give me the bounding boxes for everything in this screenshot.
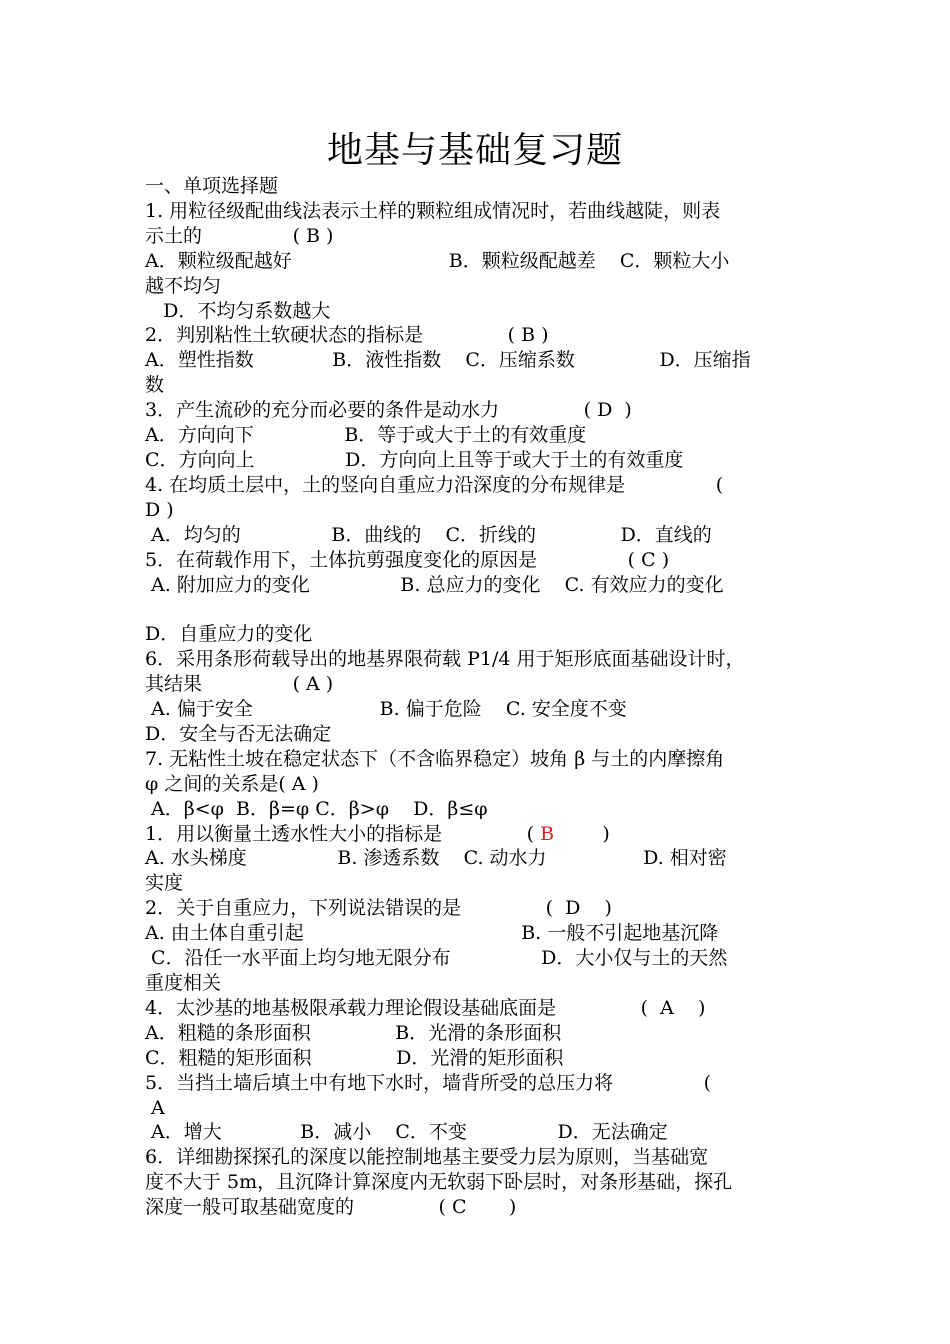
text-line: A．粗糙的条形面积 B．光滑的条形面积 (145, 1021, 562, 1044)
text-line: D ) (145, 498, 174, 521)
text-line: 示土的 ( B ) (145, 224, 334, 247)
question-list (145, 174, 810, 1220)
text-line: A．颗粒级配越好 B．颗粒级配越差 C．颗粒大小 (145, 249, 730, 272)
text-line (145, 597, 810, 622)
text-line: 实度 (145, 872, 184, 895)
text-line: 5．当挡土墙后填土中有地下水时，墙背所受的总压力将 ( (145, 1071, 712, 1094)
text-line: 越不均匀 (145, 274, 222, 297)
text-line: C．方向向上 D．方向向上且等于或大于土的有效重度 (145, 448, 684, 471)
text-line: A．增大 B．减小 C．不变 D．无法确定 (145, 1121, 668, 1144)
text-line: A．方向向下 B．等于或大于土的有效重度 (145, 424, 587, 447)
text-line: A．β<φ B．β=φ C．β>φ D．β≤φ (145, 797, 488, 820)
text-line: D．安全与否无法确定 (145, 722, 332, 745)
text-line: D．不均匀系数越大 (145, 299, 331, 322)
text-line: 2．判别粘性土软硬状态的指标是 ( B ) (145, 324, 549, 347)
text-line: A. 由土体自重引起 B. 一般不引起地基沉降 (145, 922, 719, 945)
answer-mark: B (540, 822, 555, 845)
page-title: 地基与基础复习题 (326, 130, 623, 171)
text-line: 2．关于自重应力，下列说法错误的是 ( D ) (145, 897, 612, 920)
text-line: A．均匀的 B．曲线的 C．折线的 D．直线的 (145, 523, 712, 546)
text-line: 3．产生流砂的充分而必要的条件是动水力 ( D ) (145, 399, 632, 422)
text-line: A. 水头梯度 B. 渗透系数 C. 动水力 D. 相对密 (145, 847, 727, 870)
text-line: C．粗糙的矩形面积 D．光滑的矩形面积 (145, 1046, 564, 1069)
question-permeability (145, 822, 810, 847)
text-line: 6．详细勘探探孔的深度以能控制地基主要受力层为原则，当基础宽 (145, 1146, 709, 1169)
text-line: 深度一般可取基础宽度的 ( C ) (145, 1196, 517, 1219)
text-line: 1. 用粒径级配曲线法表示土样的颗粒组成情况时，若曲线越陡，则表 (145, 199, 721, 222)
text-line: 4. 在均质土层中，土的竖向自重应力沿深度的分布规律是 ( (145, 473, 724, 496)
text-line: 度不大于 5m，且沉降计算深度内无软弱下卧层时，对条形基础，探孔 (145, 1171, 733, 1194)
text-line: 数 (145, 374, 165, 397)
question-block-2 (145, 846, 810, 1220)
text-line: 一、单项选择题 (145, 175, 279, 197)
text-line: 7. 无粘性土坡在稳定状态下（不含临界稳定）坡角 β 与土的内摩擦角 (145, 747, 725, 770)
text-line: 其结果 ( A ) (145, 673, 334, 696)
text-line: A. 偏于安全 B. 偏于危险 C. 安全度不变 (145, 698, 627, 721)
text-line: C．沿任一水平面上均匀地无限分布 D．大小仅与土的天然 (145, 947, 728, 970)
question-suffix: ) (554, 822, 610, 845)
question-block-1 (145, 174, 810, 822)
text-line: A．塑性指数 B．液性指数 C．压缩系数 D．压缩指 (145, 349, 751, 372)
text-line: 6．采用条形荷载导出的地基界限荷载 P1/4 用于矩形底面基础设计时， (145, 648, 745, 671)
text-line: 重度相关 (145, 971, 222, 994)
text-line: φ 之间的关系是( A ) (145, 772, 319, 795)
text-line: D．自重应力的变化 (145, 623, 313, 646)
question-prefix: 1．用以衡量土透水性大小的指标是 ( (145, 822, 541, 845)
text-line: A (145, 1096, 165, 1119)
text-line: 5．在荷载作用下，土体抗剪强度变化的原因是 ( C ) (145, 548, 670, 571)
text-line: A. 附加应力的变化 B. 总应力的变化 C. 有效应力的变化 (145, 573, 724, 596)
text-line: 4．太沙基的地基极限承载力理论假设基础底面是 ( A ) (145, 996, 706, 1019)
